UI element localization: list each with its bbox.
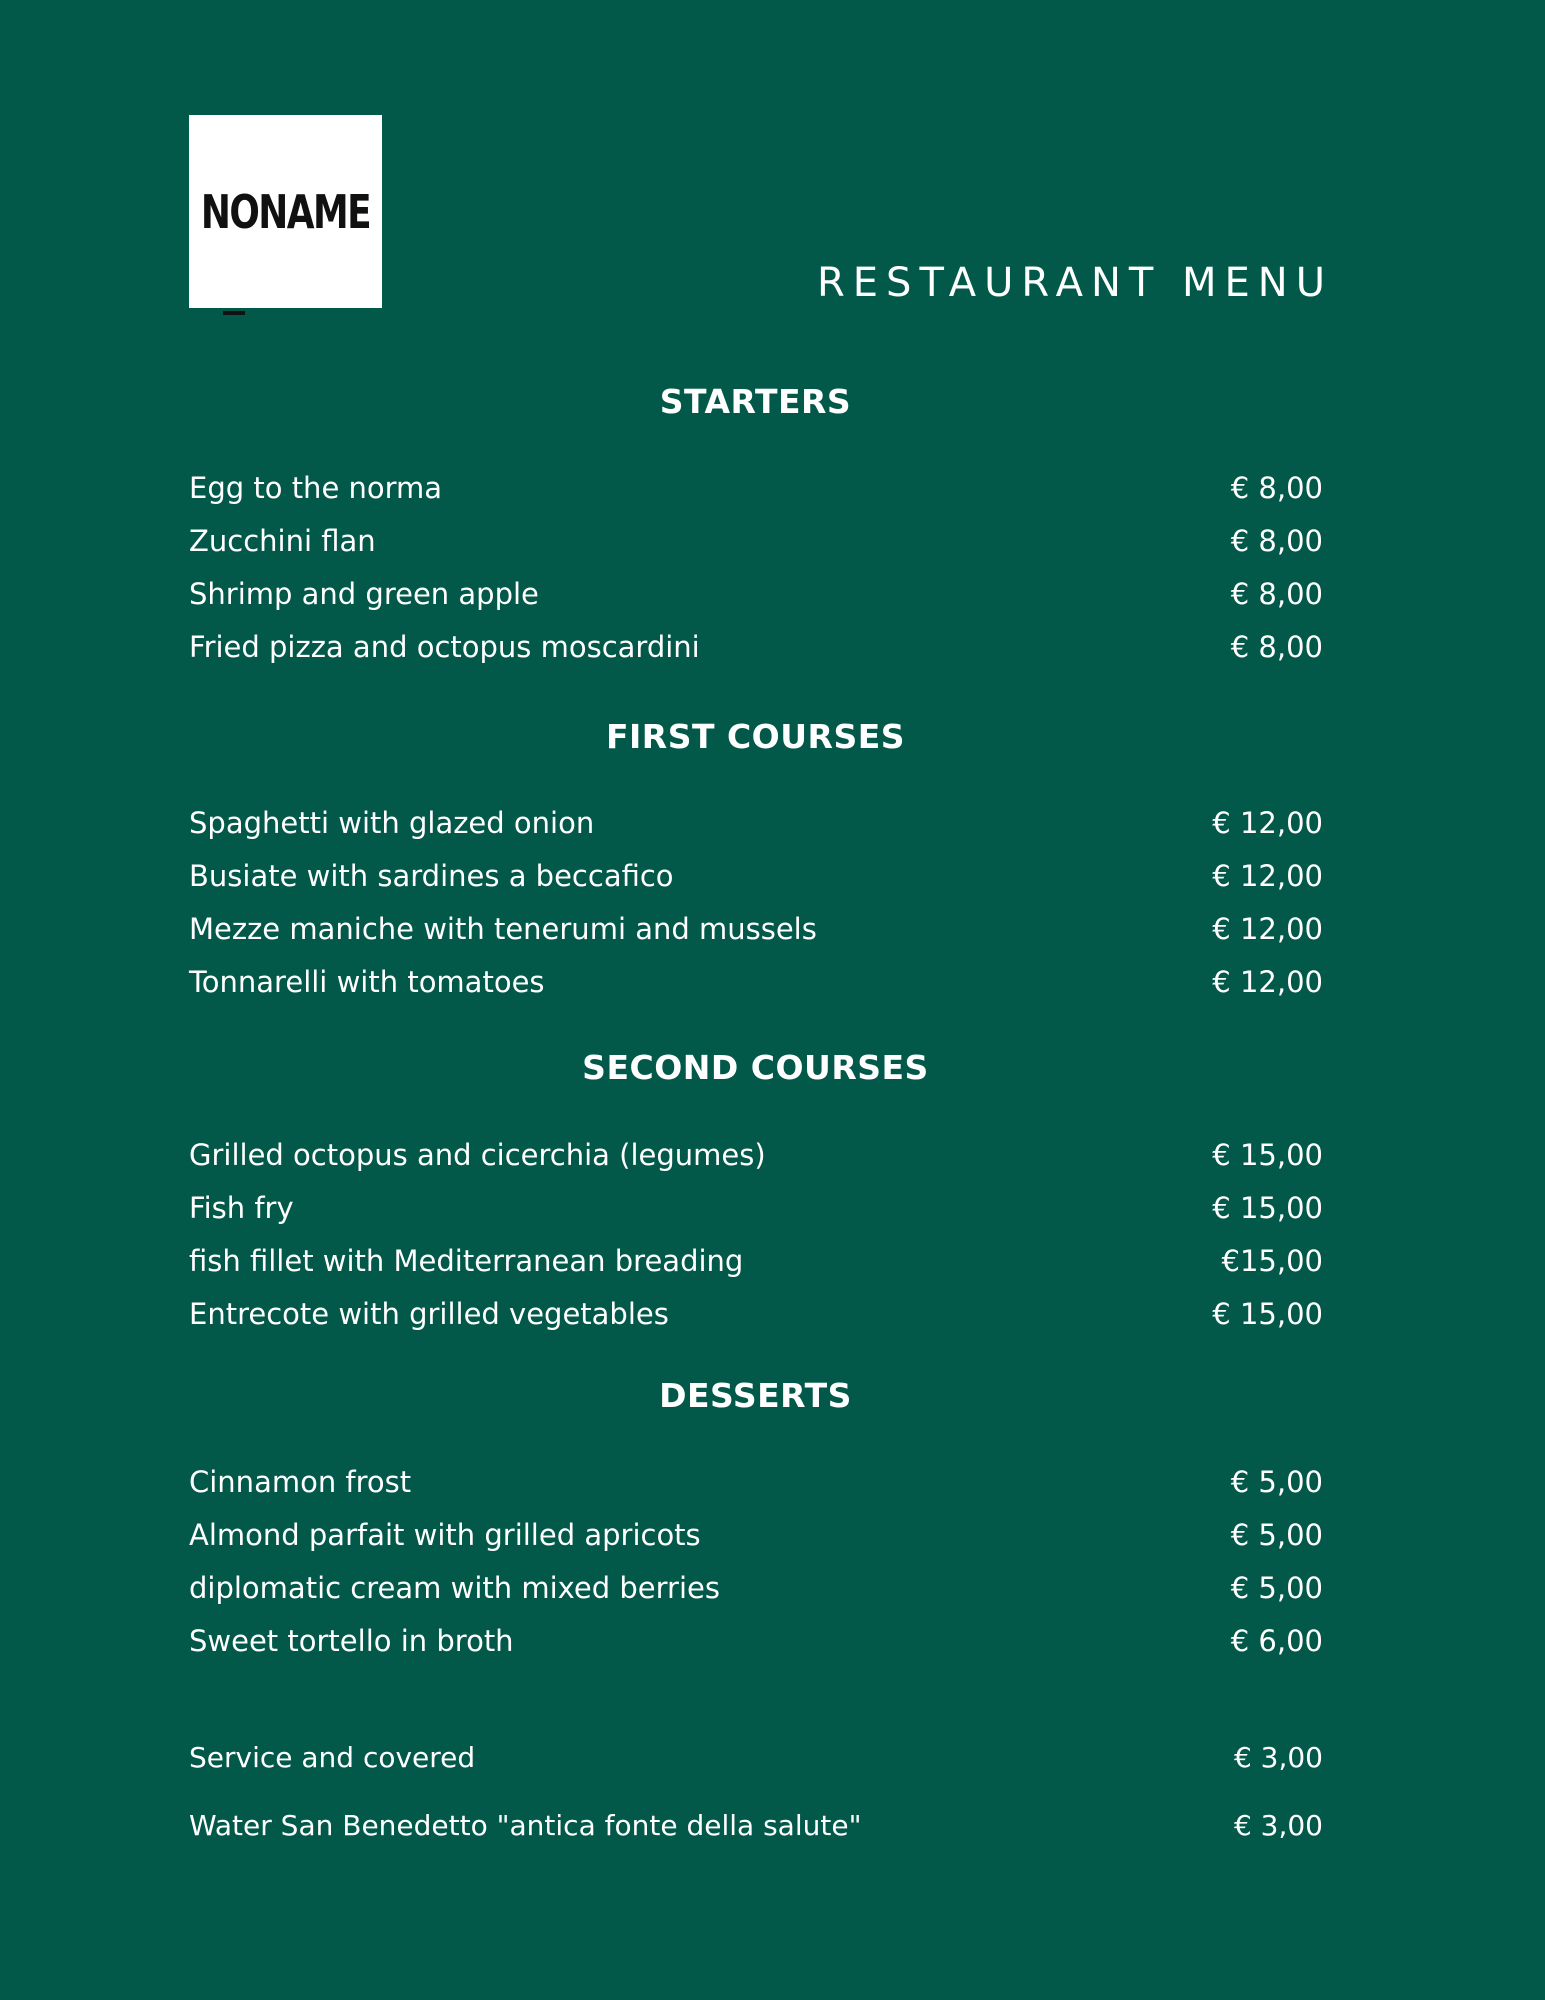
section-heading-desserts: DESSERTS <box>659 1376 852 1415</box>
item-name: Busiate with sardines a beccafico <box>189 859 674 893</box>
item-price: € 3,00 <box>1233 1741 1323 1774</box>
item-name: Service and covered <box>189 1741 476 1774</box>
item-name: Grilled octopus and cicerchia (legumes) <box>189 1138 766 1172</box>
menu-item <box>189 1623 1323 1659</box>
section-heading-second-courses: SECOND COURSES <box>582 1048 929 1087</box>
menu-item <box>189 523 1323 559</box>
item-price: €15,00 <box>1221 1244 1323 1278</box>
item-name: Spaghetti with glazed onion <box>189 806 595 840</box>
menu-item <box>189 1296 1323 1332</box>
menu-item <box>189 1570 1323 1606</box>
item-name: Egg to the norma <box>189 471 443 505</box>
item-price: € 5,00 <box>1230 1571 1323 1605</box>
menu-item <box>189 1137 1323 1173</box>
item-price: € 5,00 <box>1230 1465 1323 1499</box>
item-name: Entrecote with grilled vegetables <box>189 1297 669 1331</box>
menu-item <box>189 911 1323 947</box>
item-name: Cinnamon frost <box>189 1465 412 1499</box>
item-price: € 3,00 <box>1233 1809 1323 1842</box>
item-price: € 12,00 <box>1212 859 1323 893</box>
item-price: € 8,00 <box>1230 471 1323 505</box>
menu-item <box>189 1464 1323 1500</box>
extra-item <box>189 1808 1323 1844</box>
section-heading-first-courses: FIRST COURSES <box>605 717 906 756</box>
menu-item <box>189 470 1323 506</box>
menu-item <box>189 805 1323 841</box>
item-name: Sweet tortello in broth <box>189 1624 514 1658</box>
menu-item <box>189 629 1323 665</box>
item-name: Shrimp and green apple <box>189 577 539 611</box>
menu-title: RESTAURANT MENU <box>816 260 1333 306</box>
item-name: Tonnarelli with tomatoes <box>189 965 545 999</box>
item-price: € 8,00 <box>1230 577 1323 611</box>
logo <box>189 115 382 308</box>
item-price: € 15,00 <box>1212 1297 1323 1331</box>
item-price: € 12,00 <box>1212 965 1323 999</box>
item-price: € 8,00 <box>1230 630 1323 664</box>
item-name: Fish fry <box>189 1191 294 1225</box>
item-name: fish fillet with Mediterranean breading <box>189 1244 744 1278</box>
item-name: diplomatic cream with mixed berries <box>189 1571 720 1605</box>
item-name: Zucchini flan <box>189 524 376 558</box>
menu-item <box>189 1517 1323 1553</box>
item-price: € 12,00 <box>1212 806 1323 840</box>
item-price: € 5,00 <box>1230 1518 1323 1552</box>
menu-item <box>189 1190 1323 1226</box>
section-heading-starters: STARTERS <box>659 382 852 421</box>
item-price: € 15,00 <box>1212 1191 1323 1225</box>
item-name: Water San Benedetto "antica fonte della salute" <box>189 1809 862 1842</box>
menu-item <box>189 576 1323 612</box>
item-name: Fried pizza and octopus moscardini <box>189 630 700 664</box>
menu-item <box>189 964 1323 1000</box>
menu-item <box>189 1243 1323 1279</box>
logo-text: NONAME <box>200 184 371 239</box>
item-name: Almond parfait with grilled apricots <box>189 1518 701 1552</box>
item-price: € 8,00 <box>1230 524 1323 558</box>
item-name: Mezze maniche with tenerumi and mussels <box>189 912 817 946</box>
logo-underline <box>223 311 245 315</box>
menu-item <box>189 858 1323 894</box>
item-price: € 6,00 <box>1230 1624 1323 1658</box>
item-price: € 15,00 <box>1212 1138 1323 1172</box>
item-price: € 12,00 <box>1212 912 1323 946</box>
extra-item <box>189 1740 1323 1776</box>
